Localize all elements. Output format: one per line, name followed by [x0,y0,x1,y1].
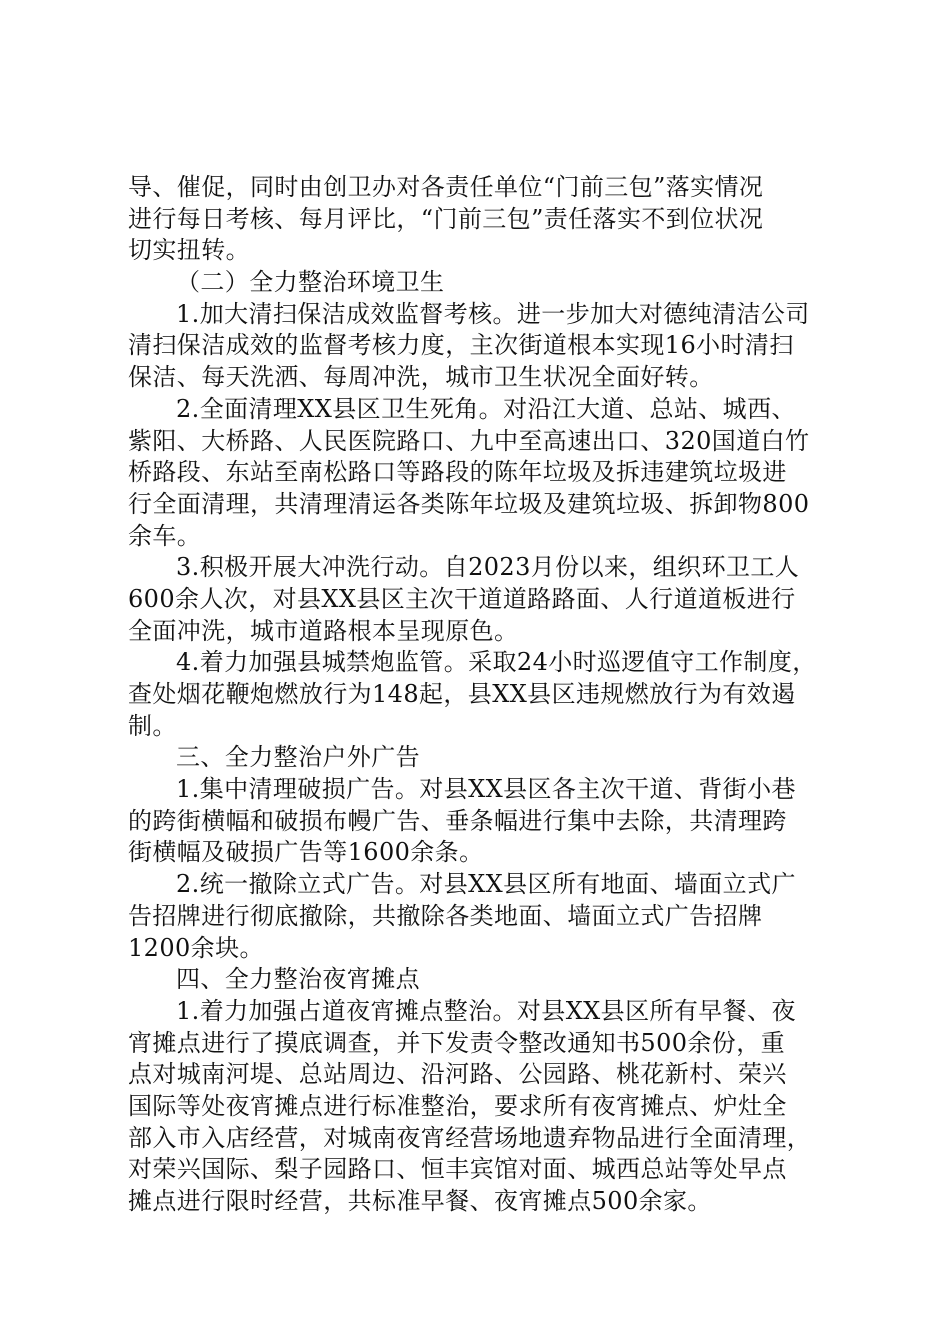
text-line: 2.全面清理XX县区卫生死角。对沿江大道、总站、城西、 [176,394,796,423]
text-line: 四、全力整治夜宵摊点 [176,965,420,994]
text-line: 保洁、每天洗洒、每周冲洗，城市卫生状况全面好转。 [128,363,714,392]
text-line: 摊点进行限时经营，共标准早餐、夜宵摊点500余家。 [128,1187,712,1215]
text-line: 1.集中清理破损广告。对县XX县区各主次干道、背街小巷 [176,775,796,804]
text-line: 国际等处夜宵摊点进行标准整治，要求所有夜宵摊点、炉灶全 [128,1091,787,1120]
text-line: 紫阳、大桥路、人民医院路口、九中至高速出口、320国道白竹 [128,426,810,455]
text-line: 进行每日考核、每月评比，“门前三包”责任落实不到位状况 [128,204,764,233]
text-line: 3.积极开展大冲洗行动。自2023月份以来，组织环卫工人 [176,553,800,582]
text-line: 2.统一撤除立式广告。对县XX县区所有地面、墙面立式广 [176,870,796,899]
text-line: 1200余块。 [128,933,264,962]
text-line: 制。 [128,711,177,740]
text-line: 全面冲洗，城市道路根本呈现原色。 [128,616,519,645]
text-line: 导、催促，同时由创卫办对各责任单位“门前三包”落实情况 [128,173,764,201]
text-line: 三、全力整治户外广告 [176,743,420,772]
text-line: 部入市入店经营，对城南夜宵经营场地遗弃物品进行全面清理， [128,1123,812,1152]
text-line: 的跨街横幅和破损布幔广告、垂条幅进行集中去除，共清理跨 [128,806,787,835]
document-body [128,172,842,1218]
text-line: 行全面清理，共清理清运各类陈年垃圾及建筑垃圾、拆卸物800 [128,489,810,518]
text-line: 对荣兴国际、梨子园路口、恒丰宾馆对面、城西总站等处早点 [128,1155,787,1184]
text-line: 余车。 [128,521,202,550]
text-line: 查处烟花鞭炮燃放行为148起，县XX县区违规燃放行为有效遏 [128,680,796,708]
text-line: 1.加大清扫保洁成效监督考核。进一步加大对德纯清洁公司 [176,299,810,328]
text-line: 街横幅及破损广告等1600余条。 [128,838,484,867]
text-line: 切实扭转。 [128,236,250,265]
text-line: 告招牌进行彻底撤除，共撤除各类地面、墙面立式广告招牌 [128,901,763,930]
text-line: 宵摊点进行了摸底调查，并下发责令整改通知书500余份，重 [128,1028,786,1057]
text-line: 1.着力加强占道夜宵摊点整治。对县XX县区所有早餐、夜 [176,996,796,1025]
text-line: 清扫保洁成效的监督考核力度，主次街道根本实现16小时清扫 [128,331,794,360]
text-line: 点对城南河堤、总站周边、沿河路、公园路、桃花新村、荣兴 [128,1060,787,1089]
text-line: 桥路段、东站至南松路口等路段的陈年垃圾及拆违建筑垃圾进 [128,458,787,487]
text-line: 600余人次，对县XX县区主次干道道路路面、人行道道板进行 [128,584,796,613]
text-line: （二）全力整治环境卫生 [176,268,445,297]
text-line: 4.着力加强县城禁炮监管。采取24小时巡逻值守工作制度， [176,648,817,677]
